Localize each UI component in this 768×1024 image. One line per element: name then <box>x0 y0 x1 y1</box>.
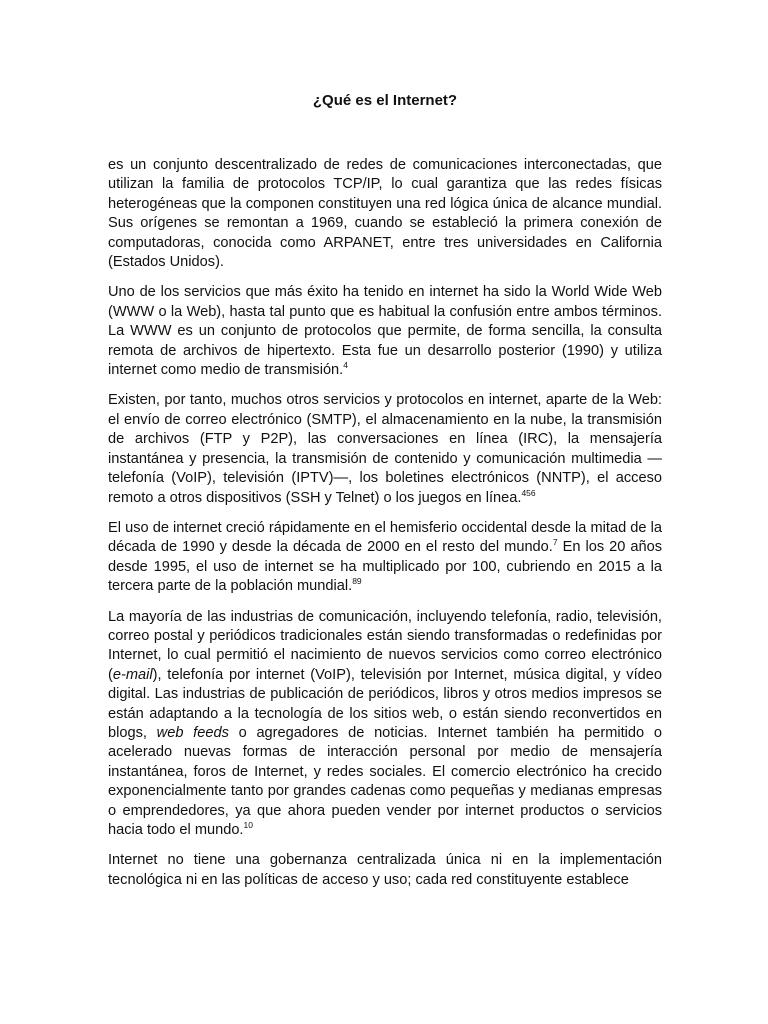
footnote-ref-10: 10 <box>243 820 253 831</box>
emphasis-email: e-mail <box>112 666 153 683</box>
footnote-ref-89: 89 <box>352 576 362 587</box>
paragraph-services-text: Existen, por tanto, muchos otros servicios y protocolos en internet, aparte de la Web: el envío de correo electrónico (SMTP), el almacenamiento en la nube, la transmisión de archivos (FTP y P2P), las conversaciones en línea (IRC), la mensajería instantánea y presencia, la transmisión de contenido y comunicación multimedia —telefonía (VoIP), televisión (IPTV)—, los boletines electrónicos (NNTP), el acceso remoto a otros dispositivos (SSH y Telnet) o los juegos en línea. <box>108 392 662 506</box>
paragraph-industries <box>108 608 662 841</box>
footnote-ref-7: 7 <box>552 537 558 548</box>
paragraph-www-text: Uno de los servicios que más éxito ha tenido en internet ha sido la World Wide Web (WWW o la Web), hasta tal punto que es habitual la confusión entre ambos términos. La WWW es un conjunto de protocolos que permite, de forma sencilla, la consulta remota de archivos de hipertexto. Esta fue un desarrollo posterior (1990) y utiliza internet como medio de transmisión. <box>108 284 662 379</box>
paragraph-services <box>108 391 662 507</box>
footnote-ref-456: 456 <box>521 487 536 498</box>
paragraph-governance <box>108 851 662 890</box>
paragraph-www <box>108 283 662 380</box>
paragraph-growth <box>108 519 662 597</box>
paragraph-industries-text-a: La mayoría de las industrias de comunicación, incluyendo telefonía, radio, televisión, correo postal y periódicos tradicionales están siendo transformadas o redefinidas por Internet, lo cual permitió el nacimiento de nuevos servicios como correo electrónico ( <box>108 608 662 683</box>
emphasis-web-feeds: web feeds <box>156 724 229 741</box>
paragraph-growth-text-b: En los 20 años desde 1995, el uso de internet se ha multiplicado por 100, cubriendo en 2015 a la tercera parte de la población mundial. <box>108 539 663 595</box>
paragraph-definition-text: es un conjunto descentralizado de redes de comunicaciones interconectadas, que utilizan la familia de protocolos TCP/IP, lo cual garantiza que las redes físicas heterogéneas que la componen constituyen una red lógica única de alcance mundial. Sus orígenes se remontan a 1969, cuando se estableció la primera conexión de computadoras, conocida como ARPANET, entre tres universidades en California (Estados Unidos). <box>108 157 662 271</box>
paragraph-industries-text-b: ), telefonía por internet (VoIP), televisión por Internet, música digital, y vídeo digital. Las industrias de publicación de periódicos, libros y otros medios impresos se están adaptando a la tecnología de los sitios web, o están siendo reconvertidos en blogs, <box>108 666 662 741</box>
document-title: ¿Qué es el Internet? <box>312 92 458 109</box>
paragraph-definition <box>108 156 662 272</box>
footnote-ref-4: 4 <box>343 360 348 371</box>
paragraph-industries-text-c: o agregadores de noticias. Internet también ha permitido o acelerado nuevas formas de interacción personal por medio de mensajería instantánea, foros de Internet, y redes sociales. El comercio electrónico ha crecido exponencialmente tanto por grandes cadenas como pequeñas y medianas empresas o emprendedores, ya que ahora pueden vender por internet productos o servicios hacia todo el mundo. <box>108 724 662 838</box>
paragraph-governance-text: Internet no tiene una gobernanza centralizada única ni en la implementación tecnológica ni en las políticas de acceso y uso; cada red constituyente establece <box>108 852 662 888</box>
paragraph-growth-text-a: El uso de internet creció rápidamente en el hemisferio occidental desde la mitad de la década de 1990 y desde la década de 2000 en el resto del mundo. <box>108 519 662 556</box>
